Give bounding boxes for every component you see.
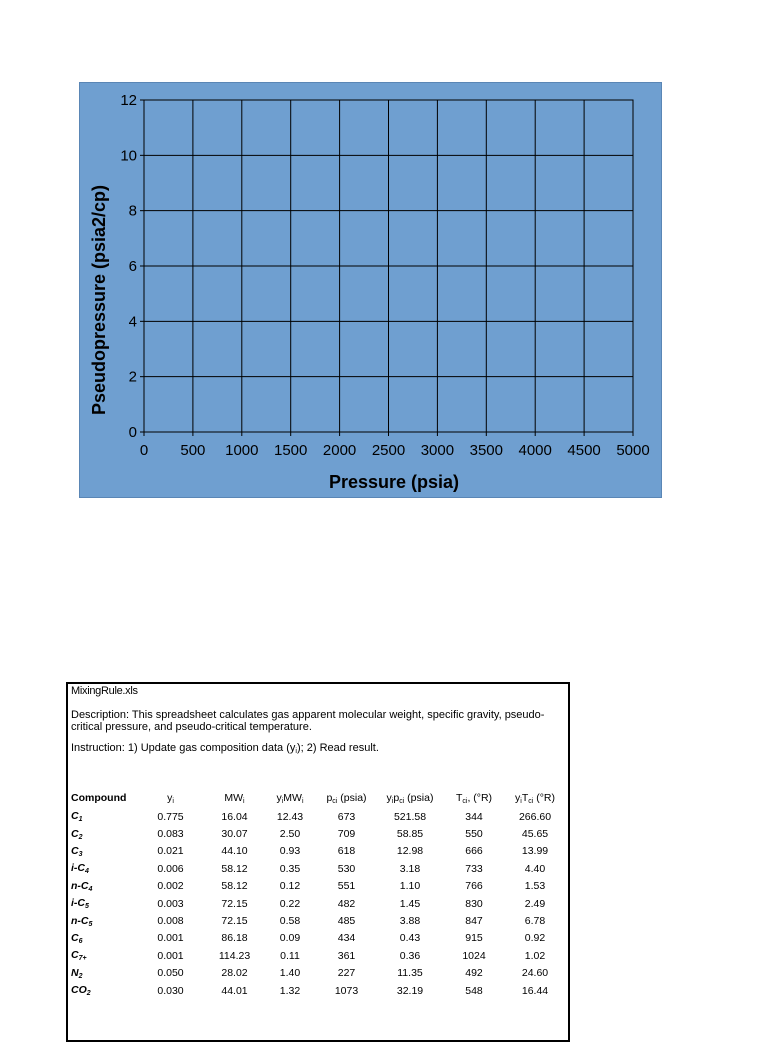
table-body (71, 808, 566, 999)
value-cell: 72.15 (221, 915, 248, 928)
compound-cell: $n-C_5$ (71, 914, 93, 928)
x-tick-label: 3000 (420, 442, 455, 459)
value-cell: 0.93 (279, 845, 301, 858)
value-cell: 344 (465, 810, 483, 823)
value-cell: 550 (465, 828, 483, 841)
spreadsheet-description: Description: This spreadsheet calculates gas apparent molecular weight, specific gravity, pseudo-critical pressure, and pseudo-critical temperature. (71, 709, 545, 733)
x-axis-ticks (140, 432, 650, 459)
value-cell: 11.35 (397, 967, 423, 980)
value-cell: 361 (337, 949, 356, 962)
x-tick-label: 1000 (225, 442, 259, 459)
column-header: $y_iMW_i$ (276, 791, 304, 805)
value-cell: 0.12 (279, 880, 301, 893)
column-header: $MW_i$ (224, 791, 245, 805)
value-cell: 0.36 (399, 949, 421, 962)
table-header-row (71, 788, 566, 808)
x-tick-label: 4000 (518, 442, 552, 459)
value-cell: 1.10 (399, 880, 421, 893)
x-tick-label: 3500 (469, 442, 503, 459)
value-cell: 12.98 (396, 845, 424, 858)
table-row (71, 912, 566, 929)
y-tick-label: 0 (128, 424, 137, 441)
value-cell: 266.60 (518, 810, 552, 823)
value-cell: 551 (337, 880, 356, 893)
value-cell: 44.01 (221, 984, 248, 997)
column-header: $T_{ci}$, (°R) (455, 791, 493, 805)
value-cell: 3.88 (399, 915, 421, 928)
x-tick-label: 4500 (567, 442, 601, 459)
column-header: $y_iT_{ci}$ (°R) (515, 791, 555, 805)
table-row (71, 878, 566, 895)
value-cell: 28.02 (221, 967, 248, 980)
table-row (71, 825, 566, 842)
x-tick-label: 5000 (616, 442, 650, 459)
value-cell: 0.003 (157, 897, 184, 910)
value-cell: 0.008 (157, 915, 184, 928)
value-cell: 485 (337, 915, 356, 928)
column-header: $p_{ci}$ (psia) (326, 791, 367, 805)
table-row (71, 860, 566, 877)
value-cell: 1.53 (524, 880, 546, 893)
value-cell: 0.001 (157, 932, 184, 945)
table-row (71, 843, 566, 860)
value-cell: 492 (465, 967, 483, 980)
value-cell: 45.65 (521, 828, 549, 841)
compound-cell: $N_2$ (71, 966, 83, 980)
compound-cell: $n-C_4$ (71, 879, 93, 893)
value-cell: 58.12 (221, 880, 248, 893)
value-cell: 666 (465, 845, 483, 858)
x-axis-label: Pressure (psia) (328, 472, 460, 492)
value-cell: 0.083 (157, 828, 184, 841)
value-cell: 6.78 (524, 915, 546, 928)
compound-cell: $CO_2$ (71, 984, 91, 998)
gas-composition-table (71, 788, 566, 999)
value-cell: 58.85 (396, 828, 424, 841)
table-row (71, 895, 566, 912)
value-cell: 0.22 (279, 897, 301, 910)
value-cell: 24.60 (521, 967, 549, 980)
value-cell: 530 (337, 862, 356, 875)
value-cell: 1073 (334, 984, 359, 997)
value-cell: 16.04 (221, 810, 248, 823)
y-tick-label: 6 (128, 258, 137, 275)
value-cell: 0.92 (524, 932, 546, 945)
pseudopressure-chart (79, 82, 662, 498)
value-cell: 0.11 (280, 949, 300, 962)
y-tick-label: 10 (120, 147, 137, 165)
chart-svg (80, 83, 663, 499)
value-cell: 32.19 (396, 984, 424, 997)
value-cell: 0.030 (157, 984, 184, 997)
value-cell: 0.006 (157, 862, 184, 875)
value-cell: 16.44 (521, 984, 549, 997)
compound-cell: $C_{7+}$ (71, 949, 87, 963)
value-cell: 618 (337, 845, 356, 858)
value-cell: 0.050 (157, 967, 184, 980)
value-cell: 227 (337, 967, 356, 980)
compound-cell: $C_2$ (71, 827, 83, 841)
mixing-rule-spreadsheet (66, 682, 570, 1042)
value-cell: 0.43 (399, 932, 421, 945)
x-tick-label: 0 (139, 442, 149, 459)
y-tick-label: 2 (128, 368, 137, 386)
value-cell: 86.18 (221, 932, 248, 945)
compound-cell: $C_3$ (71, 844, 83, 858)
value-cell: 1.02 (524, 949, 546, 962)
spreadsheet-filename: MixingRule.xls (71, 685, 138, 697)
compound-cell: $i-C_5$ (71, 897, 89, 911)
value-cell: 0.35 (279, 862, 301, 875)
y-tick-label: 4 (128, 313, 137, 331)
value-cell: 847 (465, 915, 483, 928)
chart-gridlines (144, 100, 633, 432)
value-cell: 58.12 (221, 862, 248, 875)
column-header: $y_i$ (167, 791, 174, 805)
value-cell: 1024 (462, 949, 486, 962)
compound-cell: $i-C_4$ (71, 862, 89, 876)
value-cell: 2.49 (524, 897, 546, 910)
y-axis-label: Pseudopressure (psia2/cp) (89, 184, 109, 416)
value-cell: 709 (337, 828, 356, 841)
value-cell: 0.002 (157, 880, 184, 893)
table-row (71, 947, 566, 964)
value-cell: 114.23 (218, 949, 251, 962)
compound-cell: $C_6$ (71, 931, 83, 945)
value-cell: 13.99 (521, 845, 549, 858)
value-cell: 1.45 (399, 897, 421, 910)
spreadsheet-instruction: Instruction: 1) Update gas composition data $(y_i)$; 2) Read result. (71, 742, 379, 755)
x-tick-label: 2000 (322, 442, 357, 459)
value-cell: 673 (337, 810, 356, 823)
value-cell: 0.09 (279, 932, 301, 945)
value-cell: 4.40 (524, 862, 546, 875)
value-cell: 0.001 (157, 949, 184, 962)
value-cell: 733 (465, 862, 483, 875)
value-cell: 0.021 (157, 845, 184, 858)
value-cell: 548 (465, 984, 483, 997)
x-tick-label: 1500 (274, 442, 308, 459)
value-cell: 12.43 (276, 810, 304, 823)
value-cell: 521.58 (393, 810, 427, 823)
column-header: $y_ip_{ci}$ (psia) (386, 791, 434, 805)
value-cell: 434 (337, 932, 356, 945)
value-cell: 3.18 (399, 862, 421, 875)
value-cell: 0.58 (279, 915, 301, 928)
column-header: Compound (71, 792, 127, 804)
value-cell: 2.50 (279, 828, 301, 841)
table-row (71, 930, 566, 947)
y-axis-ticks (120, 92, 144, 441)
table-row (71, 808, 566, 825)
value-cell: 482 (337, 897, 356, 910)
value-cell: 915 (465, 932, 483, 945)
value-cell: 72.15 (221, 897, 248, 910)
value-cell: 766 (465, 880, 483, 893)
compound-cell: $C_1$ (71, 810, 83, 824)
value-cell: 830 (465, 897, 483, 910)
value-cell: 1.40 (279, 967, 301, 980)
value-cell: 44.10 (221, 845, 248, 858)
value-cell: 30.07 (221, 828, 248, 841)
value-cell: 0.775 (157, 810, 184, 823)
y-tick-label: 12 (120, 92, 137, 109)
value-cell: 1.32 (279, 984, 301, 997)
x-tick-label: 2500 (371, 442, 406, 459)
table-row (71, 982, 566, 999)
x-tick-label: 500 (180, 442, 206, 459)
y-tick-label: 8 (128, 202, 137, 220)
table-row (71, 965, 566, 982)
